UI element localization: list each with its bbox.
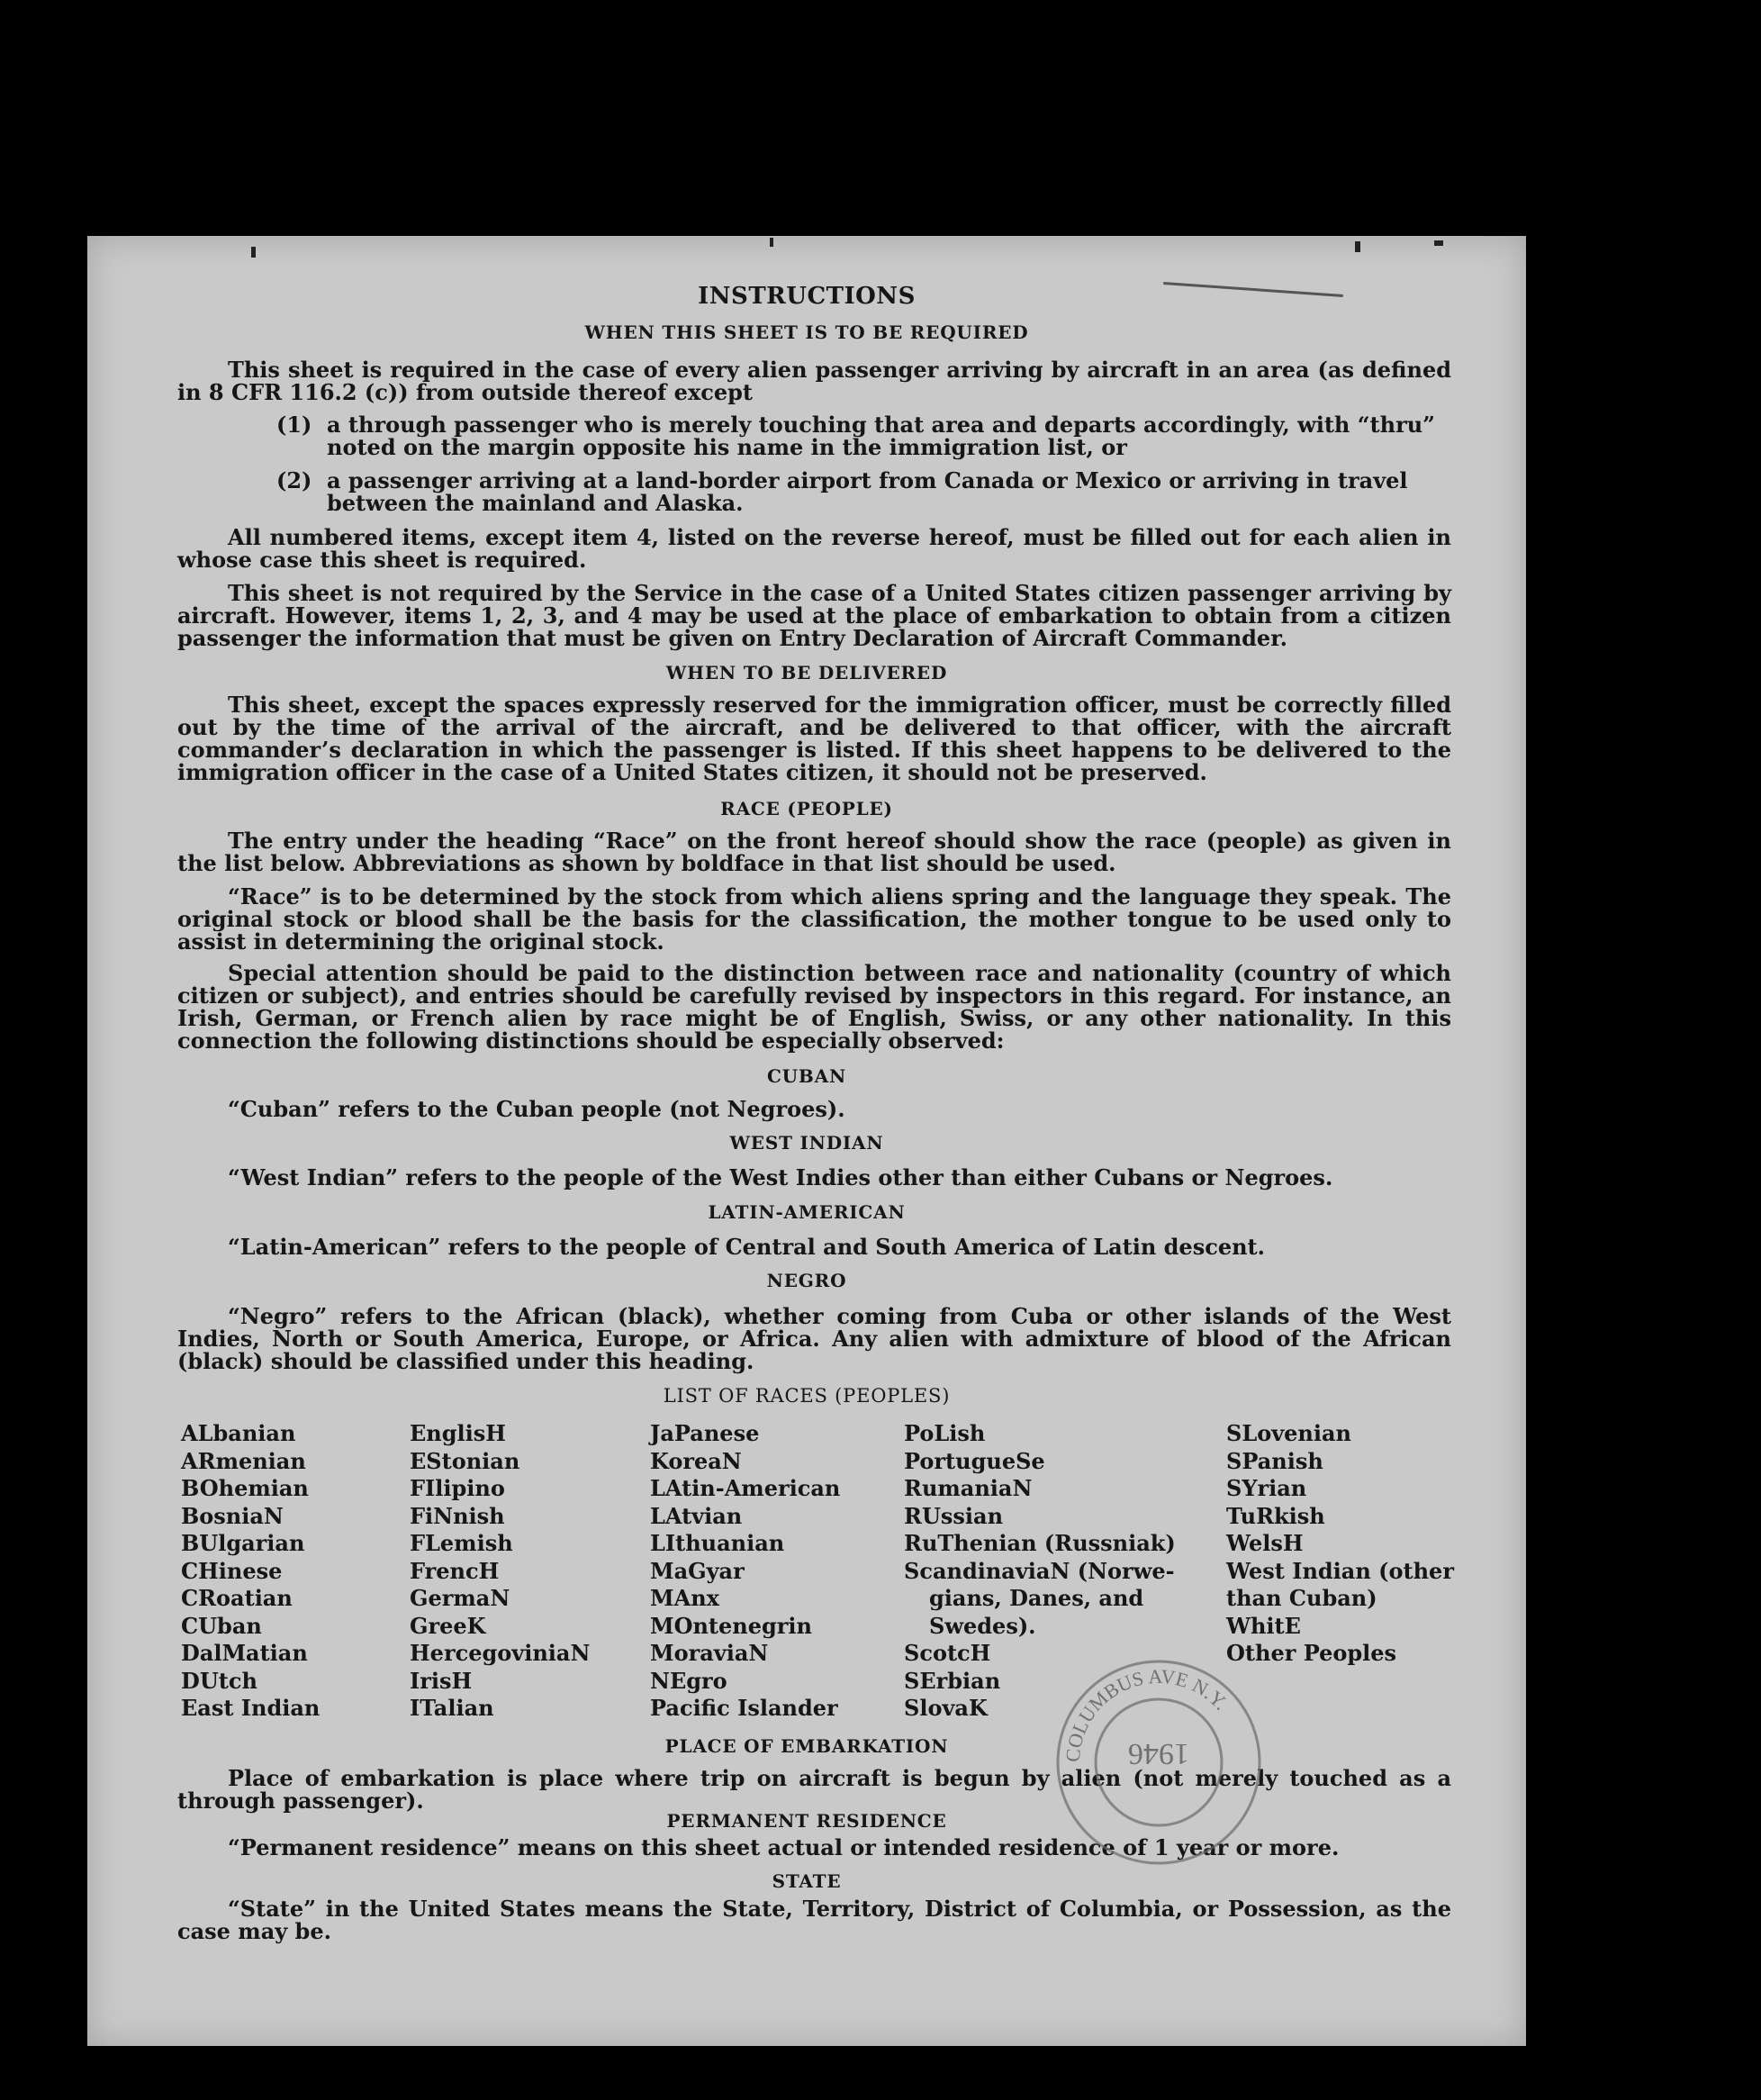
item-text: a passenger arriving at a land-border airport from Canada or Mexico or arriving in travel between the mainland and Alaska. xyxy=(327,467,1408,516)
section-heading-state: STATE xyxy=(772,1870,842,1892)
race-item: PoLish xyxy=(904,1420,986,1446)
paragraph-race-3: Special attention should be paid to the distinction between race and nationality (country of which citizen or subject), and entries should be carefully revised by inspectors in this regard. For instance, an Irish, German, or French alien by race might be of English, Swiss, or any other nationality. In this connection the following distinctions should be especially observed: xyxy=(177,960,1451,1054)
race-item: RuThenian (Russniak) xyxy=(904,1530,1176,1556)
race-item: IrisH xyxy=(410,1667,473,1694)
scan-mark xyxy=(1434,240,1443,246)
race-item: LAtvian xyxy=(650,1502,743,1529)
race-item: MOntenegrin xyxy=(650,1612,812,1639)
paragraph-required: This sheet is required in the case of every alien passenger arriving by aircraft in an area (as defined in 8 CFR 116.2 (c)) from outside thereof except xyxy=(177,357,1451,405)
race-item: SYrian xyxy=(1226,1475,1307,1501)
stamp-year: 1946 xyxy=(1128,1737,1189,1770)
race-item: West Indian (other xyxy=(1226,1557,1454,1584)
race-item: CRoatian xyxy=(181,1585,293,1611)
section-heading-when-required: WHEN THIS SHEET IS TO BE REQUIRED xyxy=(584,321,1029,343)
race-item: SlovaK xyxy=(904,1695,988,1721)
race-item: MAnx xyxy=(650,1585,719,1611)
race-item: WelsH xyxy=(1226,1530,1304,1556)
race-item: East Indian xyxy=(181,1695,321,1721)
race-item: BosniaN xyxy=(181,1502,284,1529)
scan-mark xyxy=(1355,241,1360,252)
paragraph-embarkation: Place of embarkation is place where trip on aircraft is begun by alien (not merely touched as a through passenger). xyxy=(177,1765,1451,1814)
race-item: MoraviaN xyxy=(650,1640,769,1666)
paragraph-negro: “Negro” refers to the African (black), whether coming from Cuba or other islands of the West Indies, North or South America, Europe, or Africa. Any alien with admixture of blood of the African (black) should be classified under this heading. xyxy=(177,1303,1451,1374)
paragraph-latin-american: “Latin-American” refers to the people of Central and South America of Latin descent. xyxy=(228,1234,1265,1260)
section-heading-latin-american: LATIN-AMERICAN xyxy=(708,1201,906,1223)
race-item: JaPanese xyxy=(650,1420,760,1446)
paragraph-residence: “Permanent residence” means on this sheet actual or intended residence of 1 year or more. xyxy=(228,1834,1340,1860)
race-item: FiNnish xyxy=(410,1502,505,1529)
section-heading-race: RACE (PEOPLE) xyxy=(720,798,893,819)
list-item xyxy=(278,413,1458,458)
paragraph-delivered: This sheet, except the spaces expressly reserved for the immigration officer, must be correctly filled out by the time of the arrival of the aircraft, and be delivered to that officer, with the aircraft commander’s declaration in which the passenger is listed. If this sheet happens to be delivered to the immigration officer in the case of a United States citizen, it should not be preserved. xyxy=(177,692,1451,785)
race-item: MaGyar xyxy=(650,1557,745,1584)
stamp-ring-text: COLUMBUS AVE N.Y. xyxy=(1061,1664,1233,1763)
page-title: INSTRUCTIONS xyxy=(698,283,916,310)
race-item: DUtch xyxy=(181,1667,257,1694)
race-item: ScotcH xyxy=(904,1640,991,1666)
scan-mark xyxy=(251,247,256,258)
race-item: FrencH xyxy=(410,1557,500,1584)
race-column-5 xyxy=(1226,1420,1454,1668)
race-item: gians, Danes, and xyxy=(929,1585,1144,1611)
race-item: GermaN xyxy=(410,1585,510,1611)
race-item: HercegoviniaN xyxy=(410,1640,591,1666)
race-item: RUssian xyxy=(904,1502,1004,1529)
race-column-2 xyxy=(410,1420,590,1723)
race-column-1 xyxy=(181,1420,320,1723)
race-item: FIlipino xyxy=(410,1475,505,1501)
section-heading-cuban: CUBAN xyxy=(766,1065,847,1087)
race-item: RumaniaN xyxy=(904,1475,1033,1501)
paragraph-cuban: “Cuban” refers to the Cuban people (not Negroes). xyxy=(228,1096,845,1122)
race-item: CUban xyxy=(181,1612,262,1639)
date-stamp xyxy=(1051,1654,1267,1870)
item-number: (1) xyxy=(276,412,312,438)
race-item: ARmenian xyxy=(181,1447,306,1474)
race-item: LAtin-American xyxy=(650,1475,841,1501)
paragraph-state: “State” in the United States means the State, Territory, District of Columbia, or Possession, as the case may be. xyxy=(177,1896,1451,1944)
scan-mark xyxy=(770,238,773,247)
paragraph-west-indian: “West Indian” refers to the people of the West Indies other than either Cubans or Negroes. xyxy=(228,1164,1333,1190)
document-sheet xyxy=(87,236,1526,2046)
race-item: SPanish xyxy=(1226,1447,1323,1474)
race-item: SLovenian xyxy=(1226,1420,1351,1446)
item-text: a through passenger who is merely touching that area and departs accordingly, with “thru” noted on the margin opposite his name in the immigration list, or xyxy=(327,412,1435,460)
race-item: Other Peoples xyxy=(1226,1640,1397,1666)
race-item: Swedes). xyxy=(929,1612,1036,1639)
section-heading-west-indian: WEST INDIAN xyxy=(729,1132,884,1154)
race-item: BOhemian xyxy=(181,1475,309,1501)
race-item: PortugueSe xyxy=(904,1447,1045,1474)
section-heading-negro: NEGRO xyxy=(766,1270,847,1291)
race-item: TuRkish xyxy=(1226,1502,1325,1529)
race-item: SErbian xyxy=(904,1667,1001,1694)
section-heading-residence: PERMANENT RESIDENCE xyxy=(666,1810,947,1832)
paragraph-numbered-items: All numbered items, except item 4, listed on the reverse hereof, must be filled out for each alien in whose case this sheet is required. xyxy=(177,524,1451,573)
race-item: LIthuanian xyxy=(650,1530,785,1556)
list-item xyxy=(278,469,1458,514)
race-item: EnglisH xyxy=(410,1420,506,1446)
section-heading-when-delivered: WHEN TO BE DELIVERED xyxy=(665,662,948,683)
race-item: KoreaN xyxy=(650,1447,742,1474)
race-item: ALbanian xyxy=(181,1420,296,1446)
race-column-3 xyxy=(650,1420,840,1723)
race-item: NEgro xyxy=(650,1667,727,1694)
race-item: Pacific Islander xyxy=(650,1695,838,1721)
section-heading-embarkation: PLACE OF EMBARKATION xyxy=(664,1735,949,1757)
race-item: FLemish xyxy=(410,1530,513,1556)
race-item: than Cuban) xyxy=(1226,1585,1377,1611)
race-item: EStonian xyxy=(410,1447,520,1474)
race-item: GreeK xyxy=(410,1612,486,1639)
paragraph-citizen: This sheet is not required by the Service in the case of a United States citizen passenger arriving by aircraft. However, items 1, 2, 3, and 4 may be used at the place of embarkation to obtain from a citizen passenger the information that must be given on Entry Declaration of Aircraft Commander. xyxy=(177,580,1451,651)
race-item: DalMatian xyxy=(181,1640,308,1666)
section-heading-list-of-races: LIST OF RACES (PEOPLES) xyxy=(663,1385,951,1407)
race-item: BUlgarian xyxy=(181,1530,305,1556)
race-item: ScandinaviaN (Norwe- xyxy=(904,1557,1175,1584)
paragraph-race-2: “Race” is to be determined by the stock from which aliens spring and the language they speak. The original stock or blood shall be the basis for the classification, the mother tongue to be used only to assist in determining the original stock. xyxy=(177,883,1451,955)
race-item: CHinese xyxy=(181,1557,283,1584)
paragraph-race-1: The entry under the heading “Race” on the front hereof should show the race (people) as given in the list below. Abbreviations as shown by boldface in that list should be used. xyxy=(177,828,1451,876)
race-item: WhitE xyxy=(1226,1612,1301,1639)
item-number: (2) xyxy=(276,467,312,493)
race-item: ITalian xyxy=(410,1695,494,1721)
